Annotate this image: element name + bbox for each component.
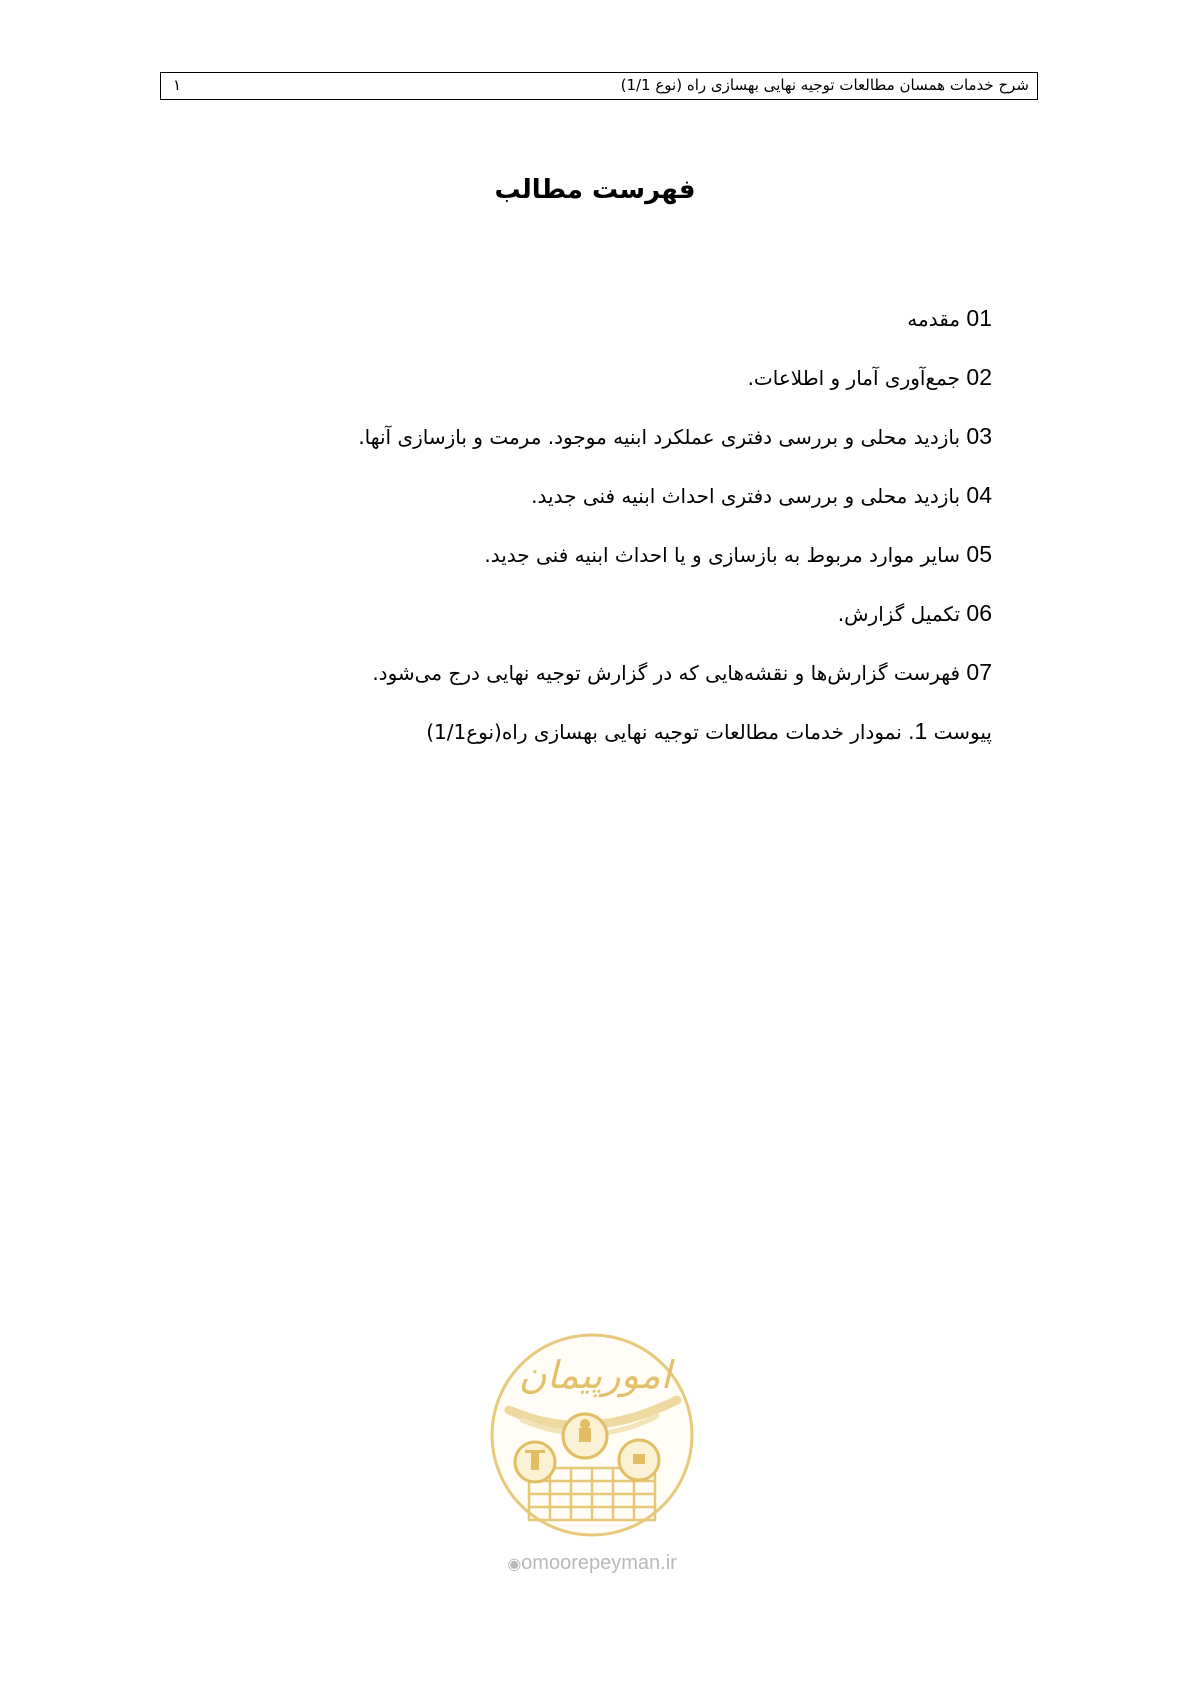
toc-item-03 bbox=[192, 418, 992, 477]
watermark-logo-text: امورپیمان bbox=[518, 1353, 672, 1397]
page-header bbox=[160, 72, 1038, 100]
toc-item-number: 1 bbox=[914, 718, 928, 744]
toc-item-text: بازدید محلی و بررسی دفتری عملکرد ابنیه موجود. مرمت و بازسازی آنها. bbox=[358, 425, 961, 449]
toc-item-number: 02 bbox=[966, 364, 992, 390]
toc-item-text: . نمودار خدمات مطالعات توجیه نهایی بهسازی راه(نوع1/1) bbox=[426, 720, 915, 744]
globe-icon: ◉ bbox=[507, 1556, 522, 1573]
toc-item-number: 06 bbox=[966, 600, 992, 626]
toc-item-text: تکمیل گزارش. bbox=[837, 602, 961, 626]
toc-item-07 bbox=[192, 654, 992, 713]
page-number: ۱ bbox=[173, 76, 182, 94]
toc-item-text: مقدمه bbox=[907, 307, 961, 331]
header-title: شرح خدمات همسان مطالعات توجیه نهایی بهسازی راه (نوع 1/1) bbox=[620, 76, 1029, 94]
toc-item-01 bbox=[192, 300, 992, 359]
watermark-logo bbox=[487, 1330, 697, 1545]
watermark-url: omoorepeyman.ir bbox=[521, 1552, 677, 1574]
toc-item-number: 03 bbox=[966, 423, 992, 449]
toc-item-05 bbox=[192, 536, 992, 595]
toc-heading: فهرست مطالب bbox=[494, 175, 696, 205]
toc-item-06 bbox=[192, 595, 992, 654]
toc-item-text: جمع‌آوری آمار و اطلاعات. bbox=[747, 366, 961, 390]
toc-item-number: 01 bbox=[966, 305, 992, 331]
toc-item-prefix: پیوست bbox=[933, 720, 992, 744]
toc-item-number: 05 bbox=[966, 541, 992, 567]
toc-item-04 bbox=[192, 477, 992, 536]
toc-item-number: 04 bbox=[966, 482, 992, 508]
toc-item-text: فهرست گزارش‌ها و نقشه‌هایی که در گزارش توجیه نهایی درج می‌شود. bbox=[372, 661, 961, 685]
toc-item-text: سایر موارد مربوط به بازسازی و یا احداث ابنیه فنی جدید. bbox=[484, 543, 961, 567]
toc-item-text: بازدید محلی و بررسی دفتری احداث ابنیه فنی جدید. bbox=[531, 484, 961, 508]
toc-item-02 bbox=[192, 359, 992, 418]
toc-list bbox=[192, 300, 992, 772]
toc-item-number: 07 bbox=[966, 659, 992, 685]
toc-item-appendix-1 bbox=[192, 713, 992, 772]
watermark bbox=[487, 1330, 697, 1590]
watermark-url-line bbox=[487, 1552, 697, 1575]
